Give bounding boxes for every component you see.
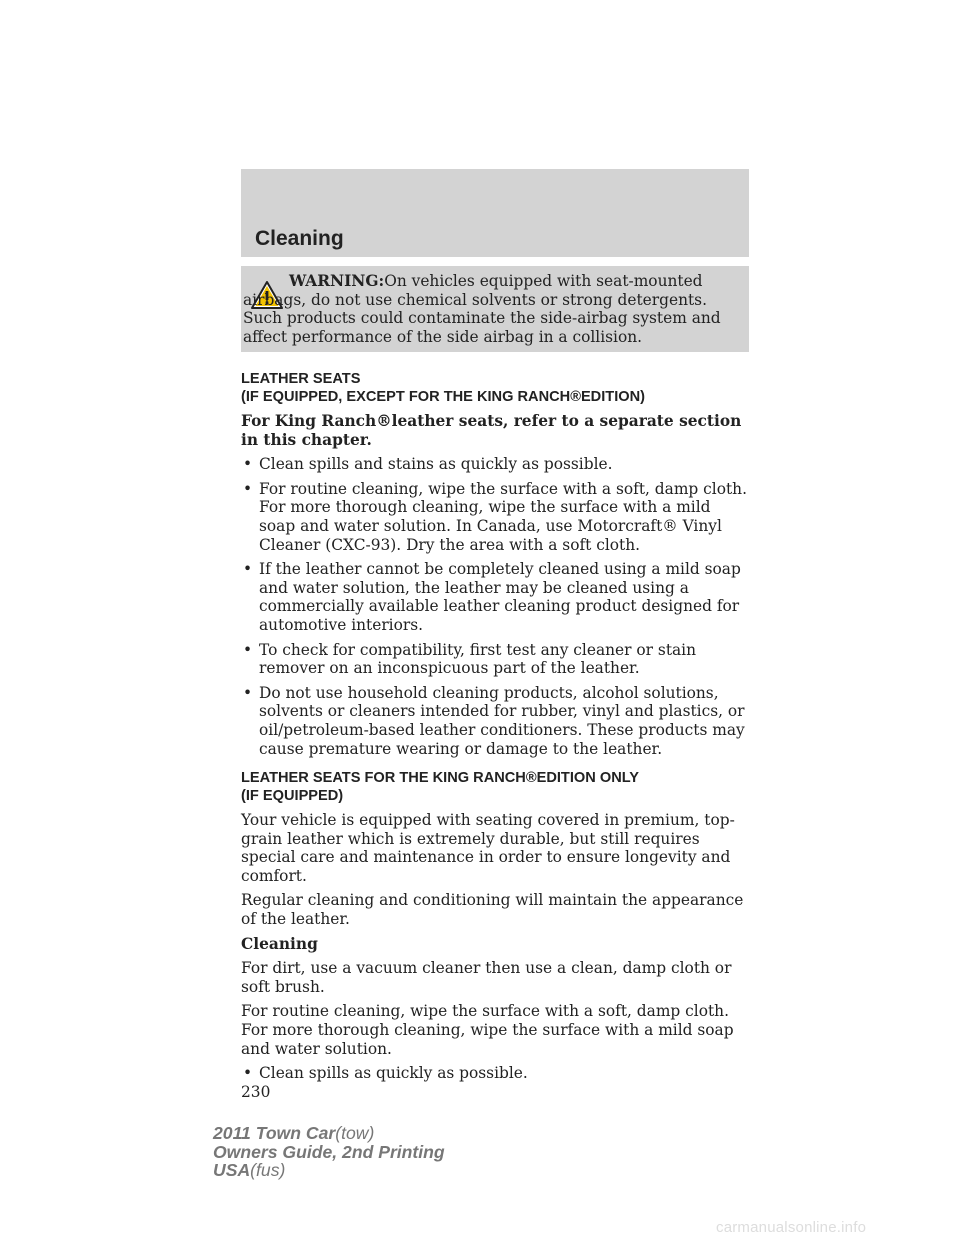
bullet-list [241, 455, 751, 758]
list-item: • Clean spills and stains as quickly as possible. [243, 455, 613, 474]
bullet-list [241, 1064, 751, 1083]
list-item: • For routine cleaning, wipe the surface with a soft, damp cloth. For more thorough cleaning, wipe the surface with a mild soap and water solution. In Canada, use Motorcraft® Vinyl Cleaner (CXC-93). Dry the area with a soft cloth. [243, 479, 747, 554]
paragraph: For routine cleaning, wipe the surface with a soft, damp cloth. For more thorough cleaning, wipe the surface with a mild soap and water solution. [241, 1002, 734, 1058]
list-item: • To check for compatibility, first test any cleaner or stain remover on an inconspicuous part of the leather. [243, 640, 697, 678]
page-number: 230 [241, 1082, 271, 1101]
heading-line: LEATHER SEATS [241, 371, 361, 387]
section-header-band [241, 169, 749, 257]
paragraph: Regular cleaning and conditioning will maintain the appearance of the leather. [241, 891, 744, 929]
list-item: • If the leather cannot be completely cleaned using a mild soap and water solution, the leather may be cleaned using a commercially available leather cleaning product designed for automotive interiors. [243, 560, 741, 634]
heading-line: (IF EQUIPPED, EXCEPT FOR THE KING RANCH®EDITION) [241, 389, 645, 405]
warning-text [243, 272, 743, 346]
main-content [241, 370, 751, 1101]
intro-note: For King Ranch®leather seats, refer to a separate section in this chapter. [241, 412, 742, 449]
section-title: Cleaning [255, 227, 344, 250]
heading-line: (IF EQUIPPED) [241, 788, 344, 805]
heading-line: LEATHER SEATS FOR THE KING RANCH®EDITION ONLY [241, 770, 640, 787]
paragraph: Your vehicle is equipped with seating covered in premium, top-grain leather which is extremely durable, but still requires special care and maintenance in order to ensure longevity and comfort. [241, 811, 735, 885]
subheading: Cleaning [241, 934, 318, 953]
watermark: carmanualsonline.info [716, 1219, 867, 1236]
warning-label: WARNING: [289, 272, 385, 290]
warning-body: On vehicles equipped with seat-mounted airbags, do not use chemical solvents or strong detergents. Such products could contaminate the side-airbag system and affect performance of the side airbag in a collision. [243, 272, 721, 346]
list-item: • Clean spills as quickly as possible. [243, 1064, 528, 1083]
section-heading [241, 769, 751, 805]
paragraph: For dirt, use a vacuum cleaner then use a clean, damp cloth or soft brush. [241, 959, 732, 996]
warning-box [241, 266, 749, 352]
list-item: • Do not use household cleaning products, alcohol solutions, solvents or cleaners intended for rubber, vinyl and plastics, or oil/petroleum-based leather conditioners. These products may cause premature wearing or damage to the leather. [243, 683, 745, 758]
section-heading [241, 370, 751, 406]
footer: 2011 Town Car(tow) Owners Guide, 2nd Printing USA(fus) [213, 1123, 445, 1181]
